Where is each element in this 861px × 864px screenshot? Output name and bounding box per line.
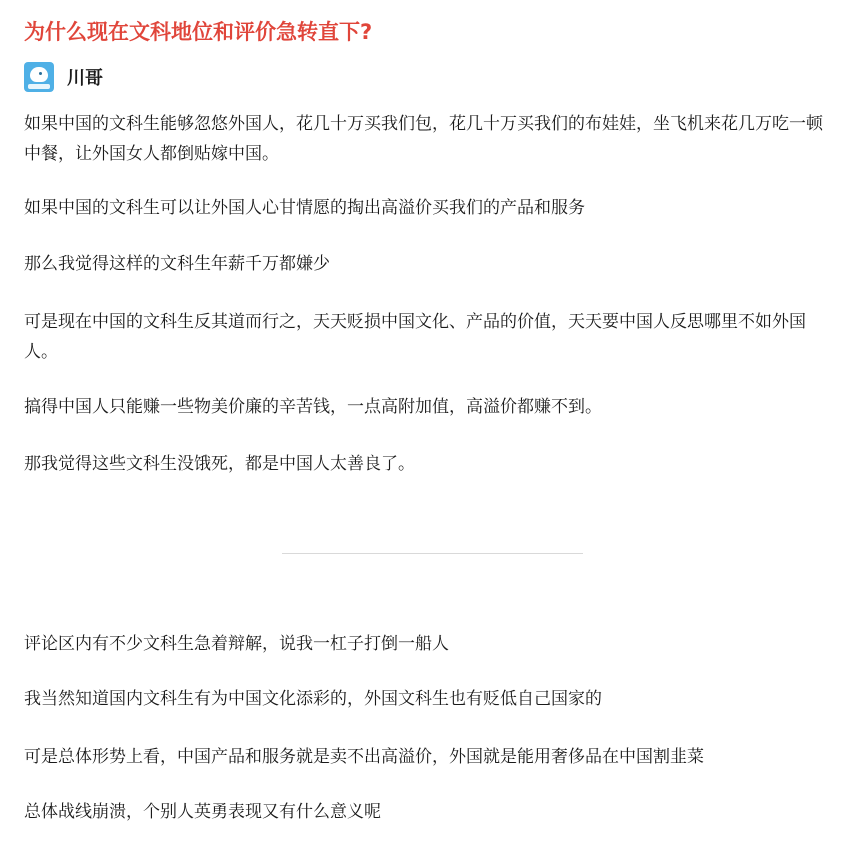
- author-info: [24, 61, 103, 93]
- author-name[interactable]: 川哥: [67, 68, 103, 89]
- paragraph: 评论区内有不少文科生急着辩解，说我一杠子打倒一船人: [24, 634, 449, 654]
- paragraph: 如果中国的文科生能够忽悠外国人，花几十万买我们包，花几十万买我们的布娃娃，坐飞机来花几万吃一顿中餐，让外国女人都倒贴嫁中国。: [24, 114, 823, 164]
- avatar-base: [28, 84, 50, 89]
- avatar-bird-eye: [39, 72, 42, 75]
- paragraph: 可是现在中国的文科生反其道而行之，天天贬损中国文化、产品的价值，天天要中国人反思哪里不如外国人。: [24, 312, 806, 362]
- paragraph: 如果中国的文科生可以让外国人心甘情愿的掏出高溢价买我们的产品和服务: [24, 198, 585, 218]
- paragraph: 那么我觉得这样的文科生年薪千万都嫌少: [24, 254, 330, 274]
- paragraph: 总体战线崩溃，个别人英勇表现又有什么意义呢: [24, 802, 381, 822]
- paragraph: 那我觉得这些文科生没饿死，都是中国人太善良了。: [24, 454, 415, 474]
- bird-avatar-icon[interactable]: [24, 62, 54, 92]
- question-title[interactable]: 为什么现在文科地位和评价急转直下?: [24, 20, 373, 44]
- section-divider: [282, 553, 583, 554]
- paragraph: 可是总体形势上看，中国产品和服务就是卖不出高溢价，外国就是能用奢侈品在中国割韭菜: [24, 747, 704, 767]
- paragraph: 我当然知道国内文科生有为中国文化添彩的，外国文科生也有贬低自己国家的: [24, 689, 602, 709]
- paragraph: 搞得中国人只能赚一些物美价廉的辛苦钱，一点高附加值，高溢价都赚不到。: [24, 397, 602, 417]
